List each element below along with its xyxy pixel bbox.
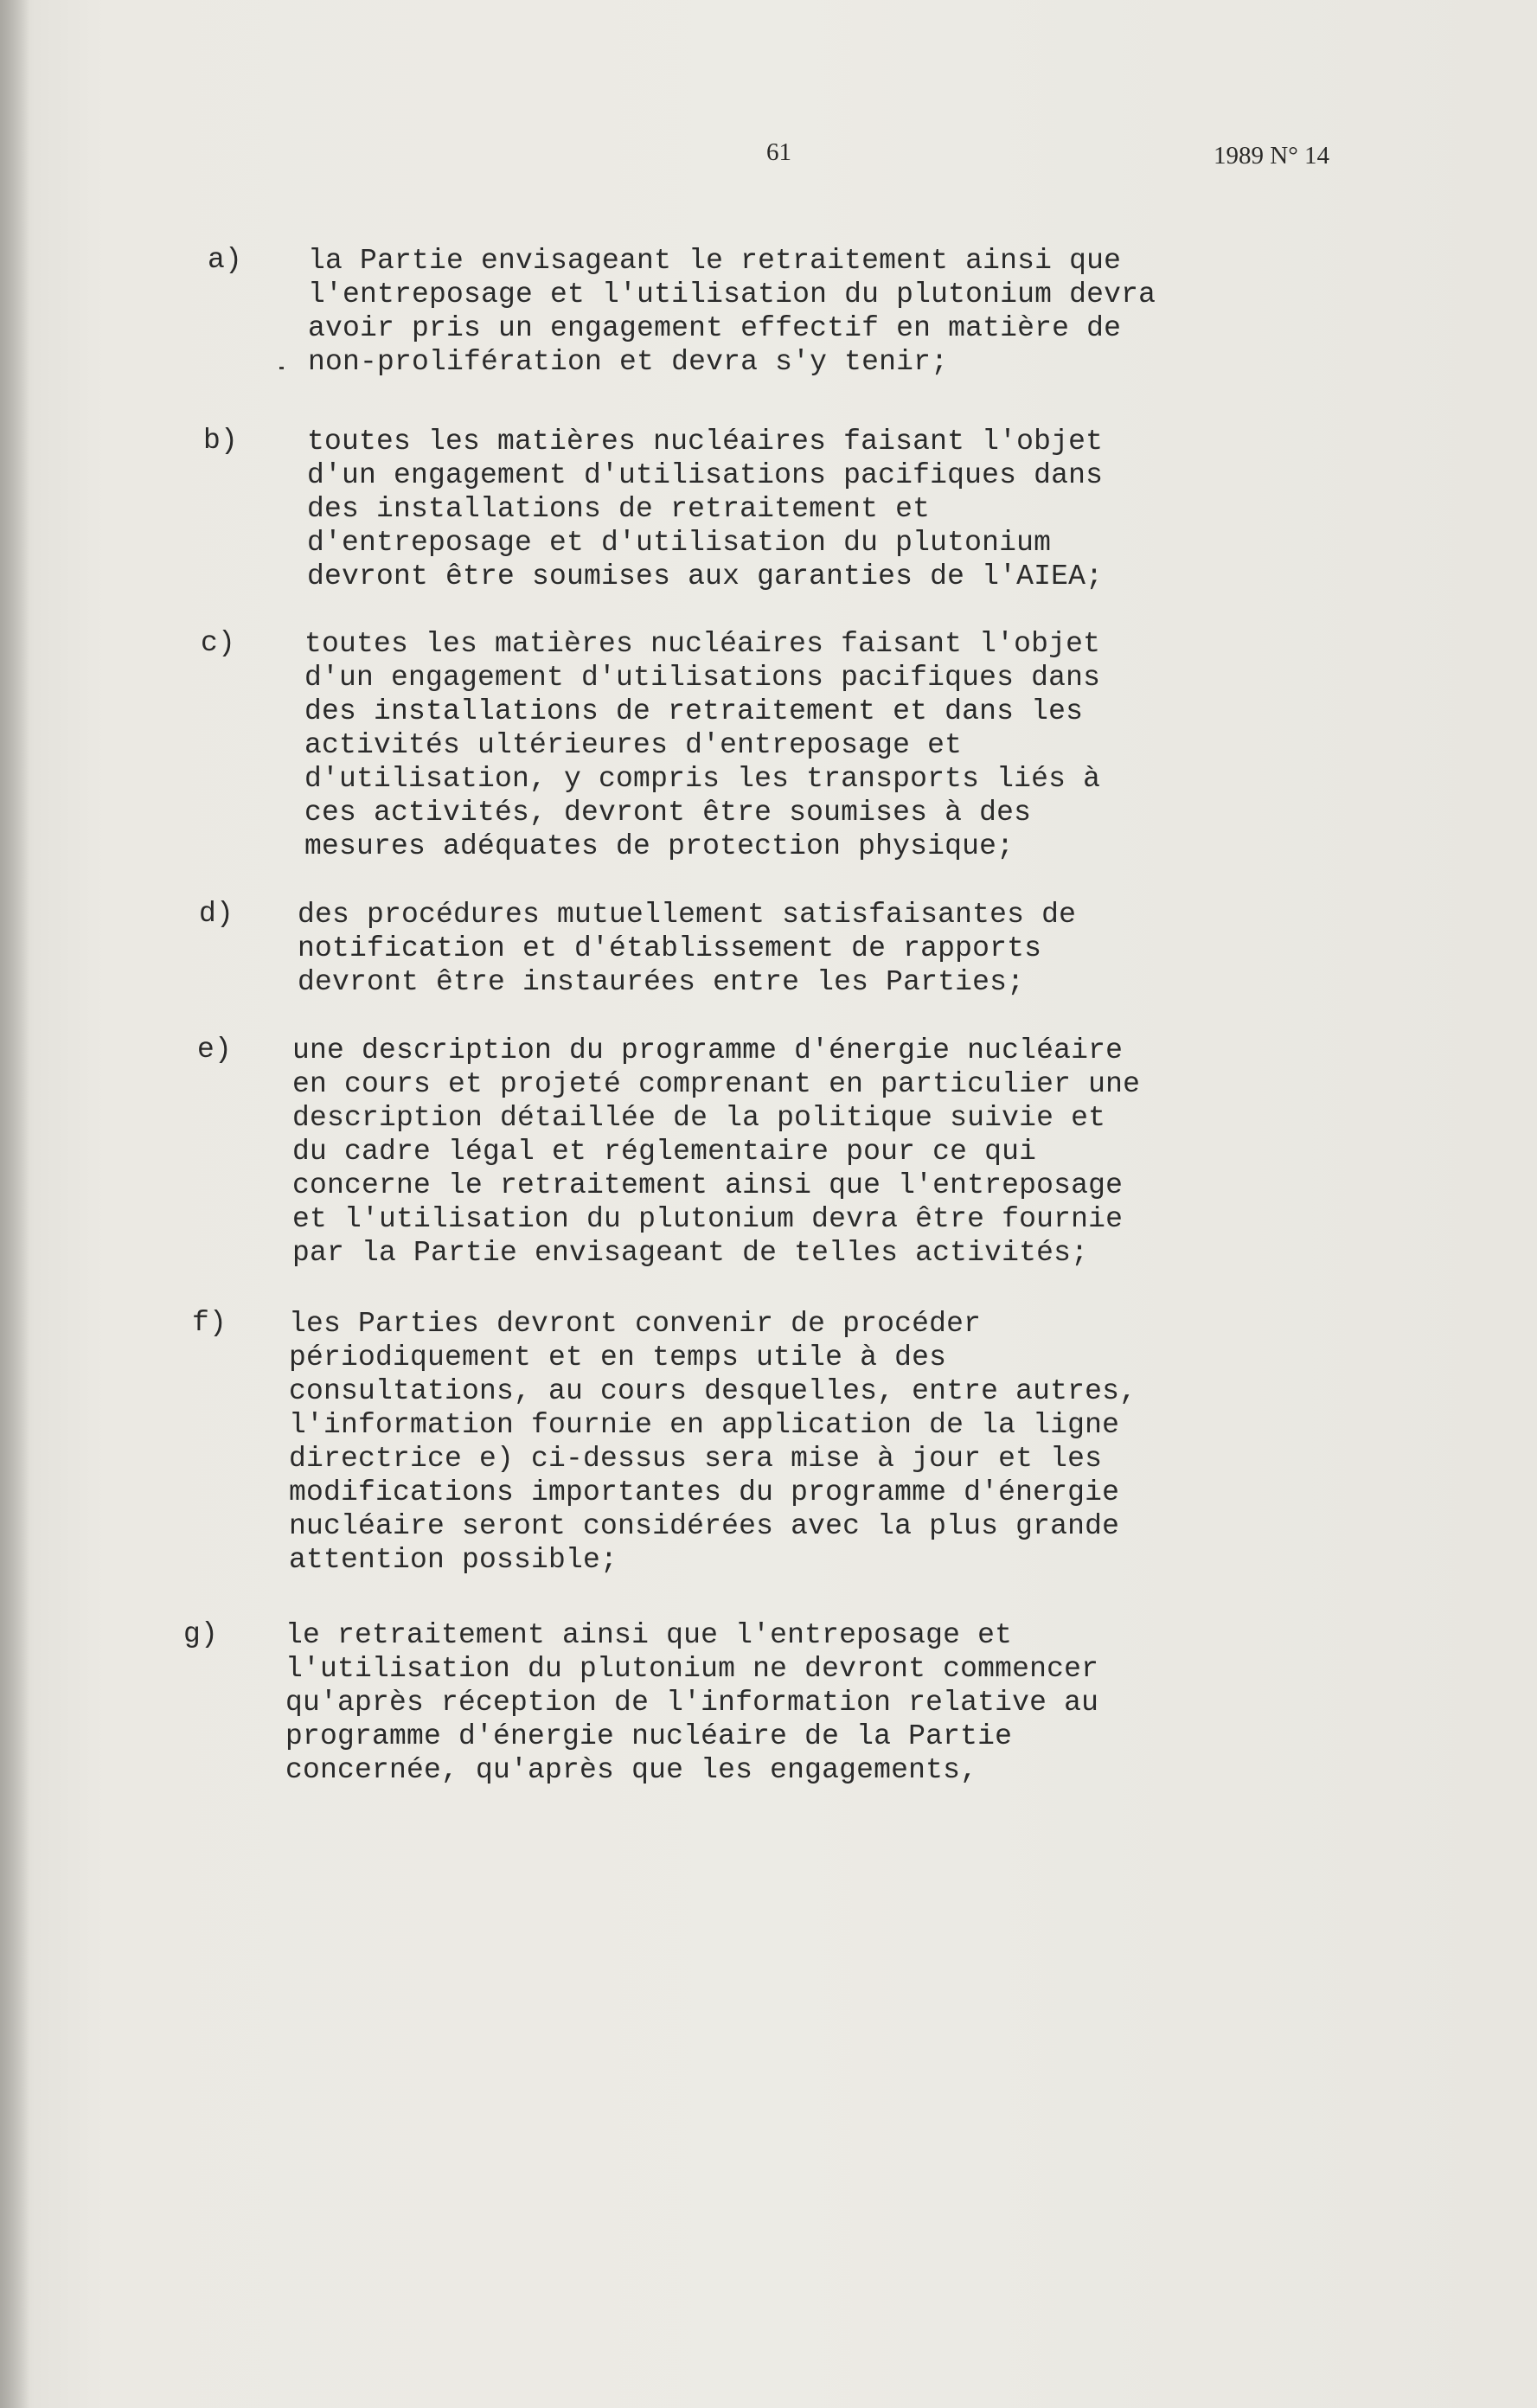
clause-line: les Parties devront convenir de procéder: [289, 1308, 982, 1340]
clause-line: des procédures mutuellement satisfaisantes de: [298, 899, 1077, 931]
clause-line: l'entreposage et l'utilisation du plutonium devra: [308, 279, 1156, 311]
clause-line: ces activités, devront être soumises à des: [304, 797, 1032, 829]
clause-line: d'entreposage et d'utilisation du plutonium: [307, 527, 1052, 559]
clause-line: la Partie envisageant le retraitement ainsi que: [308, 245, 1122, 277]
clause-line: en cours et projeté comprenant en particulier une: [292, 1068, 1141, 1100]
page-header: [0, 138, 1537, 182]
clause-line: qu'après réception de l'information relative au: [285, 1687, 1099, 1719]
page-number: 61: [766, 138, 791, 166]
clause-line: d'utilisation, y compris les transports liés à: [304, 763, 1101, 795]
clause-line: des installations de retraitement et: [307, 493, 931, 525]
clause-letter: a): [208, 244, 243, 276]
clause-line: devront être instaurées entre les Parties;: [298, 966, 1025, 998]
clause-letter: f): [192, 1307, 227, 1339]
clause-letter: e): [197, 1034, 233, 1066]
clause-letter: c): [201, 627, 236, 659]
clause-line: consultations, au cours desquelles, entre autres,: [289, 1375, 1137, 1407]
clause-line: nucléaire seront considérées avec la plus grande: [289, 1510, 1120, 1542]
clause-line: d'un engagement d'utilisations pacifiques dans: [304, 662, 1101, 694]
clause-line: concernée, qu'après que les engagements,: [285, 1754, 978, 1786]
clause-line: d'un engagement d'utilisations pacifiques dans: [307, 459, 1104, 491]
clause-line: et l'utilisation du plutonium devra être fournie: [292, 1203, 1124, 1235]
clause-line: périodiquement et en temps utile à des: [289, 1342, 947, 1374]
clause-line: du cadre légal et réglementaire pour ce qui: [292, 1136, 1037, 1168]
clause-line: notification et d'établissement de rapports: [298, 932, 1042, 964]
clause-line: programme d'énergie nucléaire de la Partie: [285, 1720, 1013, 1752]
clause-line: par la Partie envisageant de telles activités;: [292, 1237, 1089, 1269]
clause-line: directrice e) ci-dessus sera mise à jour et les: [289, 1443, 1103, 1475]
margin-mark: [279, 367, 284, 369]
clause-line: activités ultérieures d'entreposage et: [304, 729, 963, 761]
clause-line: avoir pris un engagement effectif en matière de: [308, 312, 1122, 344]
clause-line: concerne le retraitement ainsi que l'entreposage: [292, 1169, 1124, 1201]
clause-line: modifications importantes du programme d'énergie: [289, 1476, 1120, 1508]
clause-line: des installations de retraitement et dans les: [304, 695, 1084, 727]
clause-line: l'utilisation du plutonium ne devront commencer: [285, 1653, 1099, 1685]
clause-line: le retraitement ainsi que l'entreposage et: [285, 1619, 1013, 1651]
clause-letter: b): [203, 425, 239, 457]
clause-line: description détaillée de la politique suivie et: [292, 1102, 1106, 1134]
clause-line: une description du programme d'énergie nucléaire: [292, 1034, 1124, 1066]
clause-line: toutes les matières nucléaires faisant l'objet: [307, 426, 1104, 458]
clause-letter: d): [199, 898, 234, 930]
document-reference: 1989 N° 14: [1214, 142, 1330, 170]
clause-line: l'information fournie en application de la ligne: [289, 1409, 1120, 1441]
clause-line: non-prolifération et devra s'y tenir;: [308, 346, 949, 378]
binding-shadow: [0, 0, 29, 2408]
clause-line: devront être soumises aux garanties de l'AIEA;: [307, 560, 1104, 592]
clause-line: attention possible;: [289, 1544, 618, 1576]
clause-letter: g): [183, 1618, 219, 1650]
clause-line: toutes les matières nucléaires faisant l'objet: [304, 628, 1101, 660]
clause-line: mesures adéquates de protection physique;: [304, 830, 1015, 862]
